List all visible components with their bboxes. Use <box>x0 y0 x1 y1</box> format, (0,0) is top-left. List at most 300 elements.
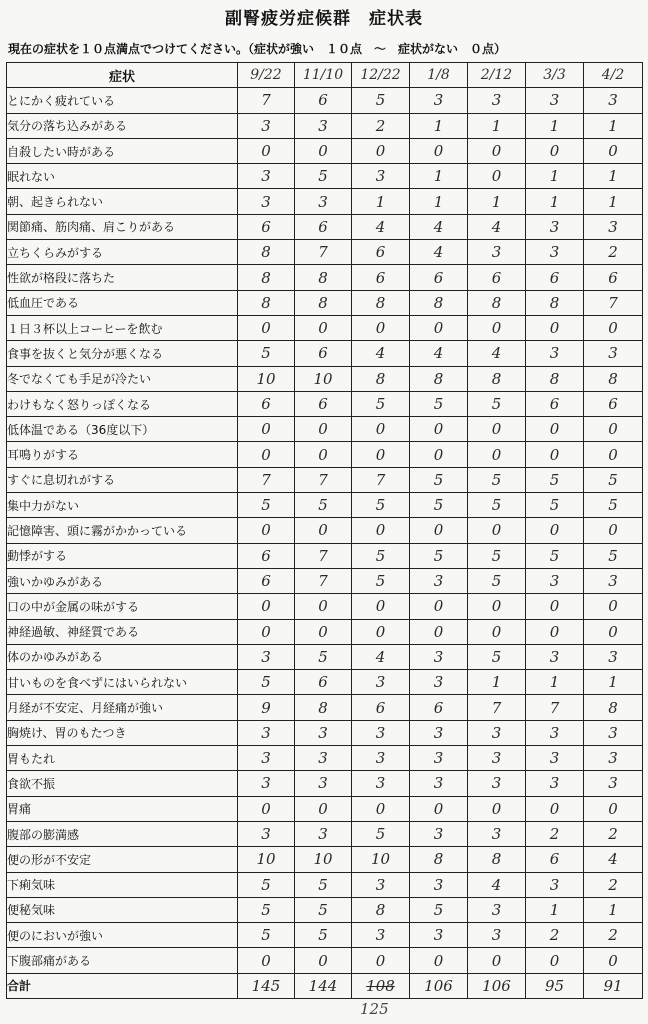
symptom-row <box>7 189 643 214</box>
symptom-label: 関節痛、筋肉痛、肩こりがある <box>7 214 238 239</box>
symptom-score: 3 <box>468 720 526 745</box>
symptom-score: 3 <box>295 771 352 796</box>
symptom-score: 3 <box>238 821 295 846</box>
total-score: 95 <box>526 973 584 998</box>
symptom-label: 耳鳴りがする <box>7 442 238 467</box>
symptom-score: 3 <box>584 341 643 366</box>
symptom-score: 5 <box>238 341 295 366</box>
symptom-score: 5 <box>410 391 468 416</box>
symptom-score: 6 <box>584 265 643 290</box>
symptom-score: 5 <box>584 467 643 492</box>
symptom-score: 5 <box>468 467 526 492</box>
symptom-score: 6 <box>295 214 352 239</box>
symptom-score: 6 <box>295 391 352 416</box>
symptom-score: 3 <box>468 88 526 113</box>
symptom-score: 3 <box>410 644 468 669</box>
symptom-score: 10 <box>295 366 352 391</box>
symptom-score: 3 <box>584 88 643 113</box>
symptom-score: 8 <box>584 366 643 391</box>
symptom-score: 8 <box>238 290 295 315</box>
symptom-score: 3 <box>526 644 584 669</box>
symptom-score: 0 <box>238 518 295 543</box>
symptom-row <box>7 391 643 416</box>
symptom-row <box>7 720 643 745</box>
symptom-score: 5 <box>238 872 295 897</box>
symptom-score: 3 <box>410 872 468 897</box>
symptom-score: 0 <box>295 417 352 442</box>
symptom-score: 1 <box>410 113 468 138</box>
symptom-score: 5 <box>410 493 468 518</box>
symptom-score: 0 <box>410 518 468 543</box>
symptom-score: 3 <box>352 670 410 695</box>
date-header: 4/2 <box>584 63 643 88</box>
symptom-score: 0 <box>238 948 295 973</box>
symptom-score: 0 <box>295 594 352 619</box>
symptom-score: 0 <box>352 442 410 467</box>
symptom-score: 5 <box>352 391 410 416</box>
symptom-label: 自殺したい時がある <box>7 138 238 163</box>
total-row <box>7 973 643 998</box>
date-header: 3/3 <box>526 63 584 88</box>
symptom-score: 4 <box>468 341 526 366</box>
symptom-score: 5 <box>295 872 352 897</box>
symptom-row <box>7 923 643 948</box>
symptom-score: 0 <box>352 417 410 442</box>
symptom-score: 0 <box>584 948 643 973</box>
symptom-label: 立ちくらみがする <box>7 240 238 265</box>
symptom-score: 5 <box>584 493 643 518</box>
symptom-score: 0 <box>526 948 584 973</box>
symptom-score: 8 <box>526 290 584 315</box>
symptom-score: 0 <box>410 315 468 340</box>
symptom-score: 3 <box>468 821 526 846</box>
symptom-score: 0 <box>410 138 468 163</box>
symptom-score: 5 <box>410 467 468 492</box>
symptom-row <box>7 518 643 543</box>
symptom-row <box>7 897 643 922</box>
symptom-score: 7 <box>238 88 295 113</box>
symptom-label: 体のかゆみがある <box>7 644 238 669</box>
symptom-score: 1 <box>526 670 584 695</box>
symptom-row <box>7 138 643 163</box>
symptom-row <box>7 88 643 113</box>
symptom-score: 0 <box>584 417 643 442</box>
symptom-row <box>7 872 643 897</box>
symptom-score: 2 <box>584 821 643 846</box>
symptom-score: 5 <box>526 493 584 518</box>
symptom-score: 3 <box>584 720 643 745</box>
symptom-label: 朝、起きられない <box>7 189 238 214</box>
symptom-score: 3 <box>526 746 584 771</box>
symptom-score: 3 <box>526 88 584 113</box>
symptom-score: 1 <box>584 897 643 922</box>
symptom-row <box>7 265 643 290</box>
symptom-score: 6 <box>238 214 295 239</box>
header-row <box>7 63 643 88</box>
symptom-row <box>7 493 643 518</box>
symptom-score: 3 <box>468 240 526 265</box>
symptom-score: 7 <box>295 543 352 568</box>
symptom-column-header: 症状 <box>7 63 238 88</box>
symptom-score: 3 <box>468 897 526 922</box>
symptom-score: 8 <box>295 290 352 315</box>
symptom-score: 0 <box>352 315 410 340</box>
symptom-score: 3 <box>584 568 643 593</box>
symptom-score: 9 <box>238 695 295 720</box>
symptom-label: 強いかゆみがある <box>7 568 238 593</box>
symptom-score: 3 <box>352 720 410 745</box>
symptom-score: 8 <box>410 847 468 872</box>
symptom-score: 2 <box>584 240 643 265</box>
symptom-score: 3 <box>468 746 526 771</box>
symptom-score: 0 <box>295 619 352 644</box>
symptom-label: 性欲が格段に落ちた <box>7 265 238 290</box>
symptom-score: 3 <box>295 720 352 745</box>
symptom-score: 0 <box>468 518 526 543</box>
symptom-score: 6 <box>238 543 295 568</box>
symptom-score: 0 <box>410 948 468 973</box>
symptom-score: 5 <box>468 391 526 416</box>
symptom-score: 3 <box>584 214 643 239</box>
symptom-score: 3 <box>468 771 526 796</box>
symptom-score: 3 <box>295 746 352 771</box>
symptom-score: 0 <box>238 138 295 163</box>
symptom-score: 3 <box>238 113 295 138</box>
symptom-label: 下痢気味 <box>7 872 238 897</box>
symptom-score: 6 <box>526 265 584 290</box>
symptom-score: 6 <box>584 391 643 416</box>
symptom-score: 3 <box>410 746 468 771</box>
symptom-score: 10 <box>238 366 295 391</box>
symptom-score: 0 <box>526 442 584 467</box>
symptom-score: 6 <box>410 695 468 720</box>
symptom-score: 0 <box>526 518 584 543</box>
symptom-score: 5 <box>468 644 526 669</box>
symptom-score: 7 <box>526 695 584 720</box>
handwritten-correction: 125 <box>360 1000 389 1018</box>
symptom-row <box>7 543 643 568</box>
symptom-score: 4 <box>468 872 526 897</box>
symptom-score: 0 <box>410 619 468 644</box>
symptom-score: 5 <box>352 543 410 568</box>
symptom-score: 0 <box>410 594 468 619</box>
symptom-row <box>7 417 643 442</box>
symptom-score: 1 <box>352 189 410 214</box>
symptom-score: 0 <box>526 315 584 340</box>
symptom-score: 1 <box>468 670 526 695</box>
symptom-score: 2 <box>352 113 410 138</box>
symptom-score: 5 <box>238 670 295 695</box>
symptom-label: 冬でなくても手足が冷たい <box>7 366 238 391</box>
symptom-score: 1 <box>468 113 526 138</box>
symptom-label: 低血圧である <box>7 290 238 315</box>
symptom-row <box>7 366 643 391</box>
symptom-score: 4 <box>410 240 468 265</box>
symptom-score: 3 <box>352 872 410 897</box>
symptom-label: わけもなく怒りっぽくなる <box>7 391 238 416</box>
symptom-row <box>7 948 643 973</box>
symptom-score: 5 <box>352 493 410 518</box>
symptom-score: 6 <box>295 88 352 113</box>
symptom-row <box>7 467 643 492</box>
symptom-score: 3 <box>410 720 468 745</box>
symptom-score: 8 <box>584 695 643 720</box>
symptom-row <box>7 568 643 593</box>
symptom-score: 4 <box>584 847 643 872</box>
symptom-score: 0 <box>468 594 526 619</box>
symptom-score: 5 <box>410 897 468 922</box>
symptom-score: 4 <box>410 214 468 239</box>
symptom-score: 3 <box>584 771 643 796</box>
symptom-score: 7 <box>238 467 295 492</box>
symptom-score: 0 <box>295 948 352 973</box>
symptom-score: 0 <box>584 315 643 340</box>
symptom-score: 8 <box>295 695 352 720</box>
symptom-label: 眠れない <box>7 164 238 189</box>
total-score: 145 <box>238 973 295 998</box>
symptom-score: 5 <box>352 568 410 593</box>
symptom-score: 2 <box>584 923 643 948</box>
symptom-row <box>7 746 643 771</box>
symptom-score: 3 <box>526 872 584 897</box>
symptom-score: 1 <box>584 113 643 138</box>
symptom-score: 10 <box>295 847 352 872</box>
symptom-score: 2 <box>526 923 584 948</box>
symptom-score: 3 <box>526 341 584 366</box>
symptom-score: 3 <box>238 189 295 214</box>
symptom-row <box>7 644 643 669</box>
symptom-score: 3 <box>352 923 410 948</box>
symptom-score: 0 <box>352 796 410 821</box>
symptom-score: 0 <box>468 948 526 973</box>
symptom-score: 0 <box>352 594 410 619</box>
symptom-score: 5 <box>526 543 584 568</box>
symptom-score: 3 <box>410 771 468 796</box>
symptom-score: 0 <box>295 796 352 821</box>
total-score: 106 <box>468 973 526 998</box>
date-header: 11/10 <box>295 63 352 88</box>
symptom-row <box>7 796 643 821</box>
symptom-score: 6 <box>526 847 584 872</box>
symptom-score: 1 <box>526 189 584 214</box>
symptom-score: 3 <box>352 771 410 796</box>
symptom-score: 0 <box>352 138 410 163</box>
symptom-score: 7 <box>295 568 352 593</box>
symptom-score: 5 <box>295 897 352 922</box>
symptom-score: 3 <box>526 720 584 745</box>
symptom-score: 1 <box>584 670 643 695</box>
symptom-score: 8 <box>238 265 295 290</box>
symptom-score: 6 <box>238 568 295 593</box>
symptom-score: 0 <box>295 138 352 163</box>
page-title: 副腎疲労症候群 症状表 <box>225 9 423 29</box>
symptom-score: 6 <box>468 265 526 290</box>
symptom-score: 5 <box>295 923 352 948</box>
symptom-row <box>7 290 643 315</box>
symptom-score: 3 <box>410 568 468 593</box>
symptom-score: 3 <box>238 720 295 745</box>
symptom-score: 0 <box>352 518 410 543</box>
symptom-score: 1 <box>584 164 643 189</box>
symptom-score: 3 <box>526 568 584 593</box>
symptom-score: 0 <box>468 138 526 163</box>
date-header: 9/22 <box>238 63 295 88</box>
symptom-score: 4 <box>410 341 468 366</box>
date-header: 12/22 <box>352 63 410 88</box>
symptom-score: 3 <box>468 923 526 948</box>
symptom-score: 0 <box>584 594 643 619</box>
symptom-score: 8 <box>352 290 410 315</box>
symptom-score: 3 <box>238 164 295 189</box>
total-score-struck: 108 <box>352 973 410 998</box>
symptom-score: 7 <box>468 695 526 720</box>
symptom-label: 気分の落ち込みがある <box>7 113 238 138</box>
total-score: 91 <box>584 973 643 998</box>
symptom-row <box>7 442 643 467</box>
symptom-score: 0 <box>468 796 526 821</box>
symptom-score: 3 <box>584 746 643 771</box>
symptom-label: 便の形が不安定 <box>7 847 238 872</box>
symptom-score: 7 <box>584 290 643 315</box>
symptom-score: 8 <box>468 847 526 872</box>
symptom-label: すぐに息切れがする <box>7 467 238 492</box>
symptom-row <box>7 695 643 720</box>
symptom-score: 0 <box>410 442 468 467</box>
symptom-score: 0 <box>526 796 584 821</box>
symptom-label: 口の中が金属の味がする <box>7 594 238 619</box>
symptom-table <box>6 62 643 999</box>
symptom-score: 5 <box>295 644 352 669</box>
symptom-score: 6 <box>295 341 352 366</box>
symptom-score: 3 <box>526 240 584 265</box>
symptom-score: 0 <box>295 315 352 340</box>
symptom-label: 食欲不振 <box>7 771 238 796</box>
symptom-score: 0 <box>352 948 410 973</box>
symptom-score: 5 <box>468 543 526 568</box>
symptom-score: 6 <box>295 670 352 695</box>
total-label: 合計 <box>7 973 238 998</box>
symptom-score: 3 <box>238 644 295 669</box>
symptom-score: 5 <box>295 164 352 189</box>
symptom-score: 0 <box>468 417 526 442</box>
symptom-score: 0 <box>410 417 468 442</box>
symptom-score: 4 <box>352 214 410 239</box>
symptom-score: 6 <box>352 695 410 720</box>
symptom-row <box>7 214 643 239</box>
symptom-score: 5 <box>352 821 410 846</box>
symptom-score: 0 <box>584 138 643 163</box>
symptom-score: 2 <box>584 872 643 897</box>
symptom-row <box>7 847 643 872</box>
symptom-label: 記憶障害、頭に霧がかかっている <box>7 518 238 543</box>
symptom-score: 5 <box>238 493 295 518</box>
symptom-score: 3 <box>295 821 352 846</box>
symptom-score: 0 <box>238 442 295 467</box>
symptom-label: 食事を抜くと気分が悪くなる <box>7 341 238 366</box>
symptom-score: 6 <box>352 265 410 290</box>
symptom-score: 5 <box>410 543 468 568</box>
symptom-label: 胃もたれ <box>7 746 238 771</box>
symptom-score: 3 <box>352 746 410 771</box>
symptom-score: 3 <box>295 189 352 214</box>
symptom-score: 8 <box>295 265 352 290</box>
symptom-score: 0 <box>352 619 410 644</box>
symptom-score: 3 <box>584 644 643 669</box>
symptom-row <box>7 670 643 695</box>
symptom-score: 0 <box>526 138 584 163</box>
total-score: 106 <box>410 973 468 998</box>
symptom-label: とにかく疲れている <box>7 88 238 113</box>
symptom-score: 7 <box>295 240 352 265</box>
symptom-score: 0 <box>584 796 643 821</box>
symptom-score: 8 <box>410 290 468 315</box>
symptom-score: 3 <box>352 164 410 189</box>
symptom-score: 3 <box>410 923 468 948</box>
symptom-score: 5 <box>295 493 352 518</box>
symptom-score: 0 <box>295 518 352 543</box>
symptom-score: 8 <box>468 290 526 315</box>
symptom-label: 神経過敏、神経質である <box>7 619 238 644</box>
symptom-score: 6 <box>352 240 410 265</box>
total-score: 144 <box>295 973 352 998</box>
symptom-score: 1 <box>526 164 584 189</box>
symptom-label: 便のにおいが強い <box>7 923 238 948</box>
symptom-label: １日３杯以上コーヒーを飲む <box>7 315 238 340</box>
symptom-score: 0 <box>468 164 526 189</box>
symptom-row <box>7 821 643 846</box>
date-header: 1/8 <box>410 63 468 88</box>
symptom-score: 3 <box>410 821 468 846</box>
symptom-label: 集中力がない <box>7 493 238 518</box>
symptom-label: 動悸がする <box>7 543 238 568</box>
symptom-score: 8 <box>410 366 468 391</box>
symptom-score: 5 <box>238 897 295 922</box>
symptom-label: 腹部の膨満感 <box>7 821 238 846</box>
symptom-score: 6 <box>410 265 468 290</box>
symptom-label: 胃痛 <box>7 796 238 821</box>
symptom-score: 0 <box>410 796 468 821</box>
symptom-score: 8 <box>352 366 410 391</box>
symptom-row <box>7 341 643 366</box>
symptom-label: 下腹部痛がある <box>7 948 238 973</box>
symptom-score: 0 <box>238 315 295 340</box>
symptom-score: 0 <box>526 417 584 442</box>
symptom-score: 4 <box>468 214 526 239</box>
symptom-score: 0 <box>468 619 526 644</box>
symptom-score: 3 <box>410 88 468 113</box>
symptom-score: 1 <box>526 113 584 138</box>
symptom-label: 月経が不安定、月経痛が強い <box>7 695 238 720</box>
symptom-score: 1 <box>468 189 526 214</box>
symptom-score: 4 <box>352 341 410 366</box>
symptom-label: 低体温である（36度以下） <box>7 417 238 442</box>
symptom-score: 7 <box>352 467 410 492</box>
symptom-score: 5 <box>468 493 526 518</box>
symptom-score: 0 <box>238 619 295 644</box>
symptom-score: 8 <box>526 366 584 391</box>
symptom-score: 10 <box>352 847 410 872</box>
symptom-score: 3 <box>526 214 584 239</box>
symptom-score: 5 <box>468 568 526 593</box>
symptom-score: 0 <box>584 518 643 543</box>
symptom-row <box>7 619 643 644</box>
symptom-score: 0 <box>526 619 584 644</box>
symptom-score: 4 <box>352 644 410 669</box>
symptom-score: 10 <box>238 847 295 872</box>
symptom-score: 6 <box>526 391 584 416</box>
symptom-score: 3 <box>295 113 352 138</box>
symptom-score: 0 <box>468 315 526 340</box>
